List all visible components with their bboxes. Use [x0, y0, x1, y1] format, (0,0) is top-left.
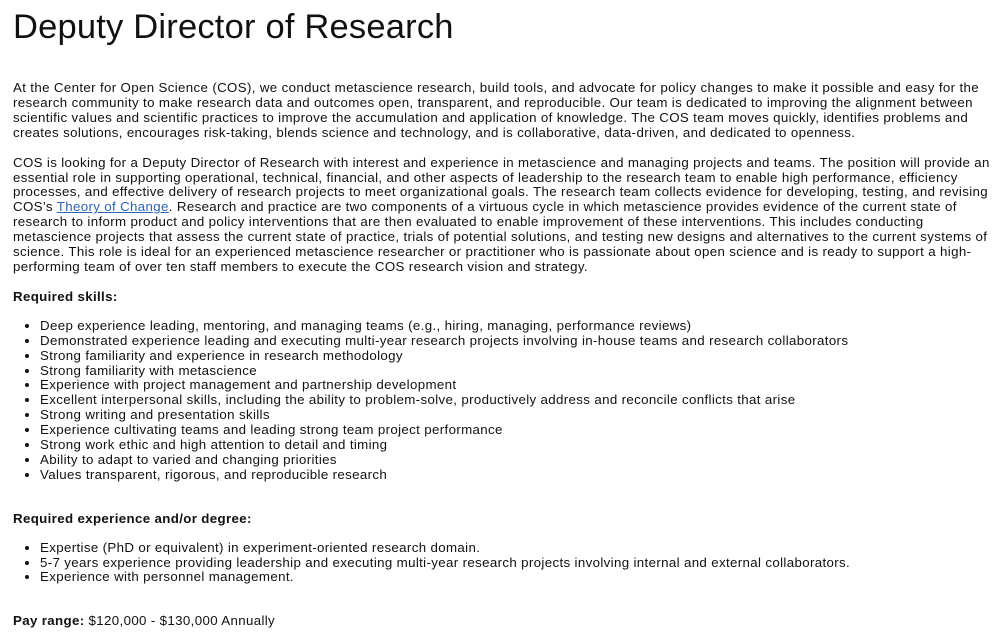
list-item: • Experience with personnel management. [40, 570, 993, 585]
required-skills-heading: Required skills: [13, 288, 118, 304]
list-item: • Deep experience leading, mentoring, and managing teams (e.g., hiring, managing, performance reviews) [40, 319, 993, 334]
list-item: • Experience with project management and partnership development [40, 378, 993, 393]
list-item: • Experience cultivating teams and leading strong team project performance [40, 423, 993, 438]
list-item: • 5-7 years experience providing leadership and executing multi-year research projects involving internal and external collaborators. [40, 556, 993, 571]
required-experience-heading: Required experience and/or degree: [13, 510, 252, 526]
list-item: • Strong writing and presentation skills [40, 408, 993, 423]
list-item: • Values transparent, rigorous, and reproducible research [40, 468, 993, 483]
role-text-before-link: COS is looking for a Deputy Director of Research with interest and experience in metascience and managing projects and teams. The position will provide an essential role in supporting operational, technical, financial, and other aspects of leadership to the research team to enable high performance, efficiency processes, and effective delivery of research projects to meet organizational goals. The research team collects evidence for developing, testing, and revising COS’s [13, 154, 990, 215]
list-item: • Strong work ethic and high attention to detail and timing [40, 438, 993, 453]
pay-range [13, 614, 993, 629]
pay-range-value: $120,000 - $130,000 Annually [88, 613, 276, 629]
theory-of-change-link[interactable]: Theory of Change [56, 199, 169, 215]
page-title: Deputy Director of Research [13, 8, 454, 46]
required-skills-list [13, 319, 993, 483]
intro-paragraph: At the Center for Open Science (COS), we conduct metascience research, build tools, and advocate for policy changes to make it possible and easy for the research community to make research data and outcomes open, transparent, and reproducible. Our team is dedicated to improving the alignment between scientific values and scientific practices to improve the accumulation and application of knowledge. The COS team moves quickly, identifies problems and creates solutions, encourages risk-taking, blends science and technology, and is collaborative, data-driven, and dedicated to openness. [13, 80, 979, 140]
required-experience-list [13, 541, 993, 586]
list-item: • Expertise (PhD or equivalent) in experiment-oriented research domain. [40, 541, 993, 556]
list-item: • Demonstrated experience leading and executing multi-year research projects involving in-house teams and research collaborators [40, 334, 993, 349]
job-posting [13, 0, 993, 629]
role-text-after-link: . Research and practice are two components of a virtuous cycle in which metascience provides evidence of the current state of research to inform product and policy interventions that are then evaluated to enable improvement of these interventions. This includes conducting metascience projects that assess the current state of practice, trials of potential solutions, and testing new designs and alternatives to the current systems of science. This role is ideal for an experienced metascience researcher or practitioner who is passionate about open science and is ready to support a high-performing team of over ten staff members to execute the COS research vision and strategy. [13, 199, 988, 274]
list-item: • Excellent interpersonal skills, including the ability to problem-solve, productively address and reconcile conflicts that arise [40, 393, 993, 408]
role-paragraph [13, 156, 993, 275]
pay-range-label: Pay range: [13, 613, 85, 629]
list-item: • Ability to adapt to varied and changing priorities [40, 453, 993, 468]
list-item: • Strong familiarity and experience in research methodology [40, 349, 993, 364]
list-item: • Strong familiarity with metascience [40, 364, 993, 379]
